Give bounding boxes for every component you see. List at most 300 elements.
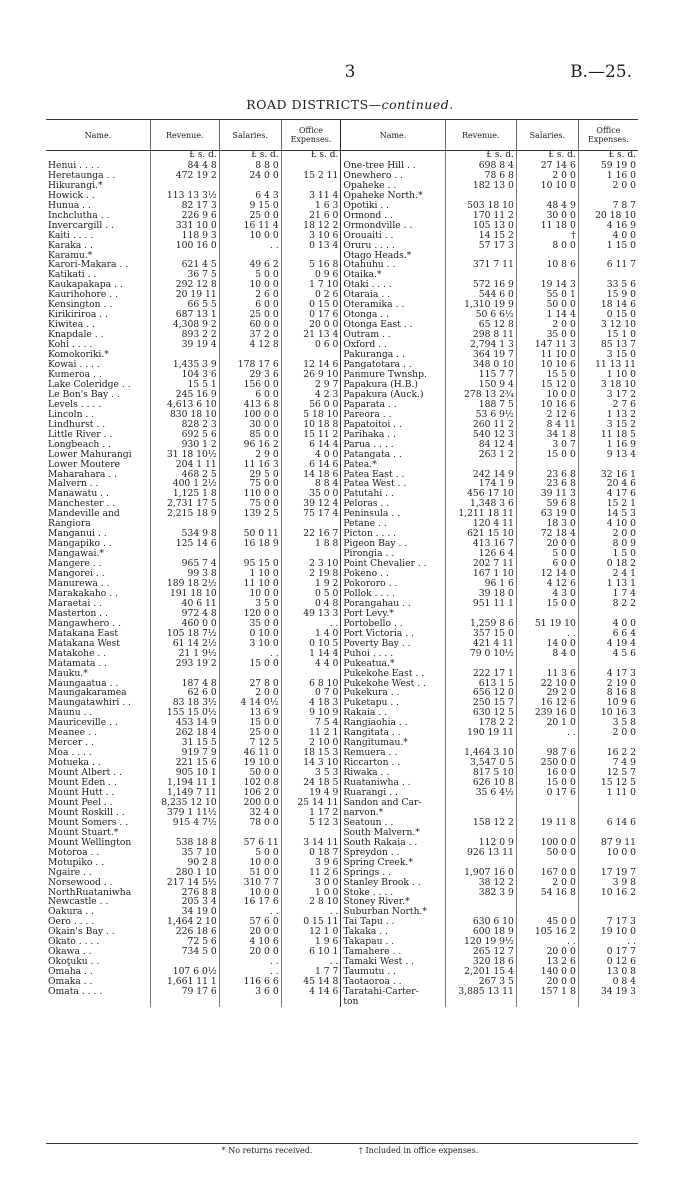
- salaries-value: 25 0 0: [219, 728, 281, 738]
- revenue-value: 572 16 9: [445, 280, 516, 290]
- revenue-value: 1,464 2 10: [150, 917, 219, 927]
- salaries-value: 11 10 0: [219, 579, 281, 589]
- salaries-value: 96 16 2: [219, 440, 281, 450]
- district-name: Opaheke North.*: [341, 191, 445, 201]
- salaries-value: [516, 858, 578, 868]
- revenue-value: 292 12 8: [150, 280, 219, 290]
- revenue-value: 456 17 10: [445, 489, 516, 499]
- revenue-value: 413 16 7: [445, 539, 516, 549]
- table-row: [46, 310, 638, 320]
- revenue-value: 107 6 0½: [150, 967, 219, 977]
- salaries-value: 15 0 0: [219, 659, 281, 669]
- district-name: One-tree Hill . .: [341, 161, 445, 171]
- district-name: Manawatu . .: [48, 489, 109, 500]
- district-name: Heretaunga . .: [48, 170, 116, 181]
- revenue-value: 1,348 3 6: [445, 499, 516, 509]
- table-row: [46, 410, 638, 420]
- district-name: Picton . . . .: [341, 529, 445, 539]
- office-expenses-value: 0 17 7: [578, 947, 638, 957]
- district-name: Pirongia . .: [341, 549, 445, 559]
- table-row: [46, 788, 638, 798]
- salaries-value: 12 14 0: [516, 569, 578, 579]
- salaries-value: [516, 808, 578, 818]
- district-name: Rangitata . .: [341, 728, 445, 738]
- revenue-value: 38 12 2: [445, 878, 516, 888]
- district-name: Pangatotara . .: [341, 360, 445, 370]
- district-name: Lake Coleridge . .: [48, 379, 131, 390]
- salaries-value: 50 0 0: [219, 768, 281, 778]
- table-row: [46, 370, 638, 380]
- col-header-revenue: Revenue.: [150, 120, 219, 151]
- revenue-value: 4,613 6 10: [150, 400, 219, 410]
- district-name: Port Levy.*: [341, 609, 445, 619]
- office-expenses-value: 5 16 8: [281, 260, 341, 270]
- revenue-value: 830 18 10: [150, 410, 219, 420]
- salaries-value: [516, 659, 578, 669]
- salaries-value: 6 0 0: [516, 559, 578, 569]
- table-row: [46, 987, 638, 997]
- salaries-value: . .: [219, 649, 281, 659]
- office-expenses-value: 3 12 10: [578, 320, 638, 330]
- table-row: [46, 828, 638, 838]
- district-name: Mangawhero . .: [48, 618, 121, 629]
- revenue-value: 189 18 2½: [150, 579, 219, 589]
- revenue-value: 1,125 1 8: [150, 489, 219, 499]
- district-name: Taratahi-Carter-: [341, 987, 445, 997]
- district-name: Rakaia . .: [341, 708, 445, 718]
- revenue-value: 298 8 11: [445, 330, 516, 340]
- office-expenses-value: [578, 460, 638, 470]
- district-name: Okawa . .: [48, 947, 92, 958]
- units-row: [46, 151, 638, 161]
- office-expenses-value: 21 6 0: [281, 211, 341, 221]
- revenue-value: 278 13 2¾: [445, 390, 516, 400]
- salaries-value: 50 0 0: [516, 300, 578, 310]
- col-header-revenue: Revenue.: [445, 120, 516, 151]
- office-expenses-value: 11 2 6: [281, 868, 341, 878]
- revenue-value: [445, 609, 516, 619]
- salaries-value: [516, 609, 578, 619]
- table-row: [46, 499, 638, 509]
- revenue-value: 125 14 6: [150, 539, 219, 549]
- salaries-value: 15 0 0: [219, 718, 281, 728]
- district-name: Tamaki West . .: [341, 957, 445, 967]
- office-expenses-value: 45 14 8: [281, 977, 341, 987]
- revenue-value: 538 18 8: [150, 838, 219, 848]
- revenue-value: 698 8 4: [445, 161, 516, 171]
- salaries-value: [516, 270, 578, 280]
- salaries-value: 23 6 8: [516, 479, 578, 489]
- revenue-value: [150, 549, 219, 559]
- office-expenses-value: 15 11 2: [281, 430, 341, 440]
- salaries-value: 78 0 0: [219, 818, 281, 828]
- unit-label: £ s. d.: [281, 151, 341, 161]
- revenue-value: 630 6 10: [445, 917, 516, 927]
- salaries-value: 15 0 0: [516, 778, 578, 788]
- salaries-value: 4 14 0½: [219, 698, 281, 708]
- revenue-value: 613 1 5: [445, 679, 516, 689]
- salaries-value: 5 0 0: [516, 549, 578, 559]
- salaries-value: [516, 907, 578, 917]
- revenue-value: 965 7 4: [150, 559, 219, 569]
- revenue-value: 115 7 7: [445, 370, 516, 380]
- table-row: [46, 679, 638, 689]
- district-name: Maungakaramea: [48, 688, 127, 699]
- revenue-value: [150, 957, 219, 967]
- table-row: [46, 489, 638, 499]
- table-row: [46, 181, 638, 191]
- district-name: Outram . .: [341, 330, 445, 340]
- salaries-value: [219, 350, 281, 360]
- col-header-salaries: Salaries.: [516, 120, 578, 151]
- office-expenses-value: 2 7 6: [578, 400, 638, 410]
- revenue-value: [445, 251, 516, 261]
- salaries-value: 15 12 0: [516, 380, 578, 390]
- table-row: [46, 858, 638, 868]
- office-expenses-value: 6 10 1: [281, 947, 341, 957]
- salaries-value: 157 1 8: [516, 987, 578, 997]
- district-name: Manganui . .: [48, 529, 107, 540]
- salaries-value: 156 0 0: [219, 380, 281, 390]
- revenue-value: 187 4 8: [150, 679, 219, 689]
- district-name: Sandon and Car-: [341, 798, 445, 808]
- office-expenses-value: 0 15 0: [578, 310, 638, 320]
- unit-label: £ s. d.: [219, 151, 281, 161]
- district-name: Mauriceville . .: [48, 718, 118, 729]
- table-row: [46, 888, 638, 898]
- office-expenses-value: 5 12 3: [281, 818, 341, 828]
- revenue-value: 20 19 11: [150, 290, 219, 300]
- office-expenses-value: 0 2 6: [281, 290, 341, 300]
- salaries-value: 11 18 0: [516, 221, 578, 231]
- salaries-value: . .: [219, 241, 281, 251]
- office-expenses-value: 10 16 3: [578, 708, 638, 718]
- revenue-value: 40 6 11: [150, 599, 219, 609]
- district-name: narvon.*: [341, 808, 445, 818]
- office-expenses-value: 4 5 6: [578, 649, 638, 659]
- table-row: [46, 450, 638, 460]
- office-expenses-value: [281, 251, 341, 261]
- district-name: Kumeroa . .: [48, 369, 102, 380]
- salaries-value: . .: [516, 937, 578, 947]
- district-name: Henui . . . .: [48, 160, 100, 171]
- table-row: [46, 260, 638, 270]
- table-row: [46, 848, 638, 858]
- office-expenses-value: 12 5 7: [578, 768, 638, 778]
- district-name: Maungatawhiri . .: [48, 698, 131, 709]
- revenue-value: 1,907 16 0: [445, 868, 516, 878]
- district-name: Otago Heads.*: [341, 251, 445, 261]
- office-expenses-value: 0 18 7: [281, 848, 341, 858]
- office-expenses-value: 1 9 6: [281, 937, 341, 947]
- salaries-value: 2 9 0: [219, 450, 281, 460]
- revenue-value: 544 6 0: [445, 290, 516, 300]
- salaries-value: 20 1 0: [516, 718, 578, 728]
- office-expenses-value: [578, 659, 638, 669]
- revenue-value: 630 12 5: [445, 708, 516, 718]
- district-name: Portobello . .: [341, 619, 445, 629]
- table-row: [46, 738, 638, 748]
- district-name: Okain's Bay . .: [48, 927, 115, 938]
- salaries-value: [219, 997, 281, 1007]
- revenue-value: 78 6 8: [445, 171, 516, 181]
- salaries-value: [516, 191, 578, 201]
- revenue-value: 1,310 19 9: [445, 300, 516, 310]
- district-name: Okato . . . .: [48, 937, 100, 948]
- salaries-value: 51 0 0: [219, 868, 281, 878]
- salaries-value: [219, 669, 281, 679]
- revenue-value: 972 4 8: [150, 609, 219, 619]
- col-header-name: Name.: [341, 120, 445, 151]
- salaries-value: 15 0 0: [516, 450, 578, 460]
- salaries-value: 13 2 6: [516, 957, 578, 967]
- table-row: [46, 599, 638, 609]
- office-expenses-value: 7 4 9: [578, 758, 638, 768]
- salaries-value: 9 15 0: [219, 201, 281, 211]
- office-expenses-value: [281, 519, 341, 529]
- district-name: Takaka . .: [341, 927, 445, 937]
- table-row: [46, 967, 638, 977]
- office-expenses-value: 10 18 8: [281, 420, 341, 430]
- office-expenses-value: 2 3 10: [281, 559, 341, 569]
- district-name: Omata . . . .: [48, 987, 103, 998]
- revenue-value: 226 18 6: [150, 927, 219, 937]
- revenue-value: [150, 519, 219, 529]
- district-name: Mount Albert . .: [48, 768, 123, 779]
- district-name: Springs . .: [341, 868, 445, 878]
- salaries-value: 29 3 6: [219, 370, 281, 380]
- district-name: Maungaatua . .: [48, 678, 119, 689]
- salaries-value: 178 17 6: [219, 360, 281, 370]
- footnotes: [0, 1146, 700, 1155]
- revenue-value: 205 3 4: [150, 897, 219, 907]
- office-expenses-value: 9 13 4: [578, 450, 638, 460]
- office-expenses-value: 11 18 5: [578, 430, 638, 440]
- office-expenses-value: 1 7 4: [578, 589, 638, 599]
- table-row: [46, 201, 638, 211]
- district-name: Parihaka . .: [341, 430, 445, 440]
- revenue-value: 221 15 6: [150, 758, 219, 768]
- office-expenses-value: [281, 350, 341, 360]
- col-header-salaries: Salaries.: [219, 120, 281, 151]
- revenue-value: [150, 828, 219, 838]
- table-row: [46, 917, 638, 927]
- office-expenses-value: 8 16 8: [578, 688, 638, 698]
- salaries-value: 29 5 0: [219, 470, 281, 480]
- revenue-value: 62 6 0: [150, 688, 219, 698]
- table-row: [46, 519, 638, 529]
- office-expenses-value: 15 9 0: [578, 290, 638, 300]
- district-name: Opaheke . .: [341, 181, 445, 191]
- district-name: Tai Tapu . .: [341, 917, 445, 927]
- office-expenses-value: 18 12 2: [281, 221, 341, 231]
- office-expenses-value: 1 16 0: [578, 171, 638, 181]
- salaries-value: 20 0 0: [219, 927, 281, 937]
- office-expenses-value: 1 8 8: [281, 539, 341, 549]
- revenue-value: 382 3 9: [445, 888, 516, 898]
- revenue-value: [445, 460, 516, 470]
- salaries-value: 95 15 0: [219, 559, 281, 569]
- salaries-value: 1 10 0: [219, 569, 281, 579]
- revenue-value: 104 3 6: [150, 370, 219, 380]
- salaries-value: 2 0 0: [516, 171, 578, 181]
- office-expenses-value: 0 6 0: [281, 340, 341, 350]
- district-name: Oero . . . .: [48, 917, 95, 928]
- salaries-value: [219, 519, 281, 529]
- revenue-value: 174 1 9: [445, 479, 516, 489]
- salaries-value: 10 0 0: [219, 231, 281, 241]
- office-expenses-value: 4 17 6: [578, 489, 638, 499]
- revenue-value: 460 0 0: [150, 619, 219, 629]
- revenue-value: 453 14 9: [150, 718, 219, 728]
- salaries-value: 7 12 5: [219, 738, 281, 748]
- office-expenses-value: [578, 828, 638, 838]
- salaries-value: 3 6 0: [219, 987, 281, 997]
- district-name: Rangiaohia . .: [341, 718, 445, 728]
- revenue-value: 534 9 8: [150, 529, 219, 539]
- district-name: Kirikiriroa . .: [48, 310, 109, 321]
- office-expenses-value: 6 14 6: [281, 460, 341, 470]
- office-expenses-value: 0 8 4: [578, 977, 638, 987]
- table-row: [46, 539, 638, 549]
- office-expenses-value: 39 12 4: [281, 499, 341, 509]
- salaries-value: 75 0 0: [219, 499, 281, 509]
- revenue-value: 600 18 9: [445, 927, 516, 937]
- salaries-value: 30 0 0: [516, 211, 578, 221]
- salaries-value: 16 18 9: [219, 539, 281, 549]
- col-header-office-expenses: Office Expenses.: [578, 120, 638, 151]
- salaries-value: 48 4 9: [516, 201, 578, 211]
- salaries-value: 5 0 0: [219, 270, 281, 280]
- table-row: [46, 708, 638, 718]
- district-name: Rangitumau.*: [341, 738, 445, 748]
- district-name: Hunua . .: [48, 200, 91, 211]
- salaries-value: 29 2 0: [516, 688, 578, 698]
- footnote-no-returns: * No returns received.: [221, 1146, 313, 1155]
- revenue-value: 1,661 11 1: [150, 977, 219, 987]
- salaries-value: 10 10 6: [516, 360, 578, 370]
- table-row: [46, 868, 638, 878]
- district-name: Mandeville and: [48, 509, 120, 520]
- salaries-value: [516, 251, 578, 261]
- district-name: Tamahere . .: [341, 947, 445, 957]
- office-expenses-value: [578, 738, 638, 748]
- district-name: Longbeach . .: [48, 439, 111, 450]
- salaries-value: 239 16 0: [516, 708, 578, 718]
- salaries-value: 39 11 3: [516, 489, 578, 499]
- revenue-value: 35 6 4½: [445, 788, 516, 798]
- district-name: Mangorei . .: [48, 569, 105, 579]
- district-name: Taumutu . .: [341, 967, 445, 977]
- salaries-value: 54 16 8: [516, 888, 578, 898]
- district-name: Katikati . .: [48, 270, 97, 281]
- district-name: Omaka . .: [48, 977, 93, 988]
- salaries-value: 1 14 4: [516, 310, 578, 320]
- revenue-value: [445, 808, 516, 818]
- district-name: Mount Stuart.*: [48, 827, 119, 838]
- salaries-value: 63 19 0: [516, 509, 578, 519]
- revenue-value: [150, 669, 219, 679]
- district-name: Howick . .: [48, 190, 95, 201]
- table-row: [46, 569, 638, 579]
- revenue-value: 267 3 5: [445, 977, 516, 987]
- revenue-value: 79 0 10½: [445, 649, 516, 659]
- table-row: [46, 768, 638, 778]
- district-name: Pukekohe East . .: [341, 669, 445, 679]
- revenue-value: 626 10 8: [445, 778, 516, 788]
- office-expenses-value: 1 7 10: [281, 280, 341, 290]
- district-name: Pokeno . .: [341, 569, 445, 579]
- office-expenses-value: [281, 161, 341, 171]
- salaries-value: 37 2 0: [219, 330, 281, 340]
- salaries-value: 310 7 7: [219, 878, 281, 888]
- revenue-value: 371 7 11: [445, 260, 516, 270]
- office-expenses-value: 7 17 3: [578, 917, 638, 927]
- salaries-value: 25 0 0: [219, 211, 281, 221]
- revenue-value: 472 19 2: [150, 171, 219, 181]
- district-name: Kaiti . . . .: [48, 230, 94, 241]
- document-reference: B.—25.: [570, 62, 632, 82]
- revenue-value: 503 18 10: [445, 201, 516, 211]
- salaries-value: 16 12 6: [516, 698, 578, 708]
- office-expenses-value: 3 18 10: [578, 380, 638, 390]
- revenue-value: 540 12 3: [445, 430, 516, 440]
- office-expenses-value: 2 0 0: [578, 728, 638, 738]
- revenue-value: 621 15 10: [445, 529, 516, 539]
- office-expenses-value: 4 16 9: [578, 221, 638, 231]
- district-name: Pigeon Bay . .: [341, 539, 445, 549]
- table-row: [46, 350, 638, 360]
- district-name: Stoney River.*: [341, 897, 445, 907]
- salaries-value: 11 3 6: [516, 669, 578, 679]
- table-row: [46, 758, 638, 768]
- salaries-value: 15 0 0: [516, 599, 578, 609]
- office-expenses-value: 3 0 0: [281, 878, 341, 888]
- office-expenses-value: 0 15 11: [281, 917, 341, 927]
- office-expenses-value: 21 13 4: [281, 330, 341, 340]
- table-row: [46, 878, 638, 888]
- revenue-value: 155 15 0½: [150, 708, 219, 718]
- office-expenses-value: 19 10 0: [578, 927, 638, 937]
- district-name: Oruru . . . .: [341, 241, 445, 251]
- revenue-value: 265 12 7: [445, 947, 516, 957]
- office-expenses-value: 4 17 3: [578, 669, 638, 679]
- table-row: [46, 937, 638, 947]
- office-expenses-value: 3 14 11: [281, 838, 341, 848]
- office-expenses-value: 0 18 2: [578, 559, 638, 569]
- table-row: [46, 808, 638, 818]
- revenue-value: 250 15 7: [445, 698, 516, 708]
- district-name: [46, 997, 150, 1007]
- table-row: [46, 360, 638, 370]
- revenue-value: 1,464 3 10: [445, 748, 516, 758]
- office-expenses-value: 1 16 9: [578, 440, 638, 450]
- table-row: [46, 430, 638, 440]
- table-row: [46, 251, 638, 261]
- district-name: Kaukapakapa . .: [48, 280, 123, 291]
- office-expenses-value: 49 13 3: [281, 609, 341, 619]
- salaries-value: [516, 738, 578, 748]
- district-name: Manchester . .: [48, 499, 116, 510]
- salaries-value: 16 0 0: [516, 768, 578, 778]
- revenue-value: 202 7 11: [445, 559, 516, 569]
- revenue-value: 36 7 5: [150, 270, 219, 280]
- office-expenses-value: 0 17 6: [281, 310, 341, 320]
- salaries-value: 105 16 2: [516, 927, 578, 937]
- office-expenses-value: 4 19 4: [578, 639, 638, 649]
- office-expenses-value: 4 4 0: [281, 659, 341, 669]
- district-name: Maharahara . .: [48, 469, 118, 480]
